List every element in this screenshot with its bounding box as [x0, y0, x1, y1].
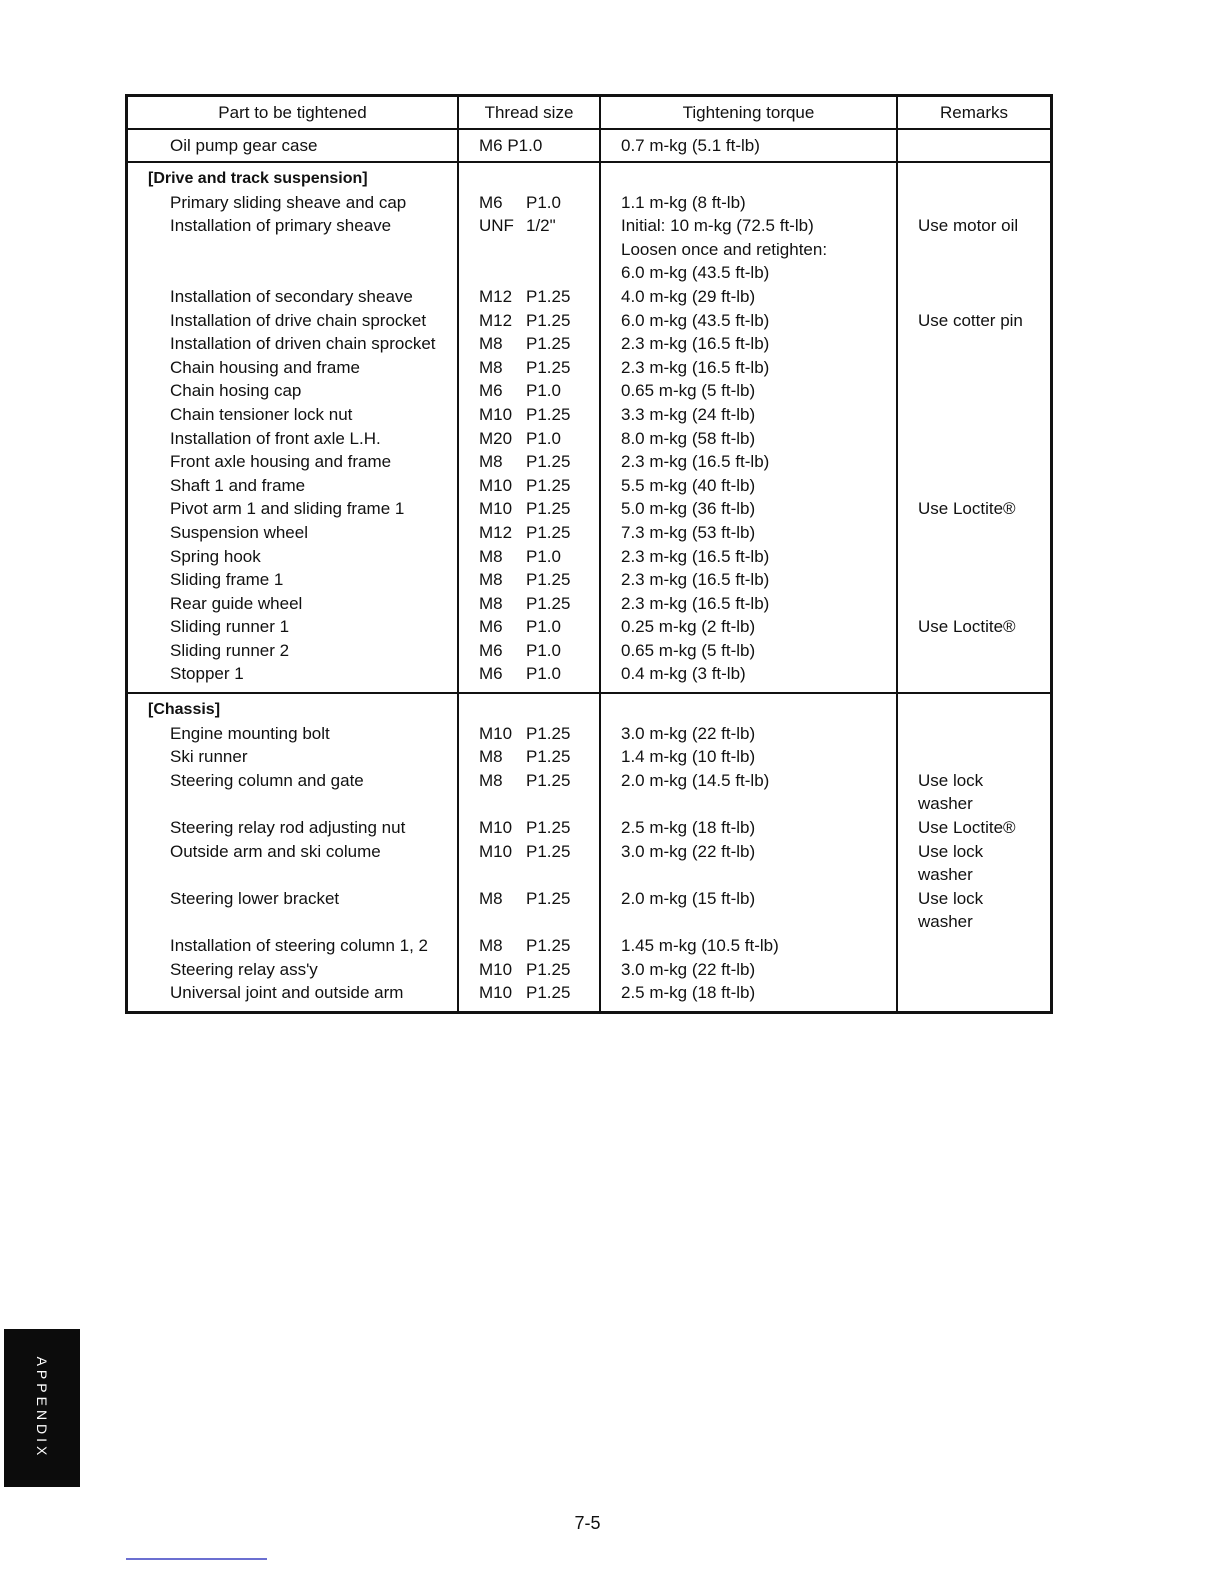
part-cell: Ski runner: [170, 747, 248, 767]
remarks-cell: [898, 332, 1050, 356]
thread-cell: [459, 450, 599, 474]
remarks-cell: [898, 285, 1050, 309]
part-cell: Rear guide wheel: [170, 593, 303, 613]
torque-cell: 1.1 m-kg (8 ft-lb): [621, 192, 746, 212]
thread-cell: [459, 745, 599, 769]
thread-pitch: P1.25: [526, 404, 571, 424]
thread-cell: [459, 840, 599, 864]
torque-cell: 5.5 m-kg (40 ft-lb): [621, 475, 756, 495]
thread-pitch: P1.0: [526, 381, 561, 401]
torque-cell: 4.0 m-kg (29 ft-lb): [621, 286, 756, 306]
thread-pitch: P1.25: [526, 593, 571, 613]
remarks-cell: [898, 191, 1050, 215]
thread-cell: [459, 981, 599, 1005]
part-cell: Sliding runner 2: [170, 640, 290, 660]
remarks-cell: [898, 261, 1050, 285]
thread-pitch: P1.0: [526, 640, 561, 660]
torque-cell: 0.65 m-kg (5 ft-lb): [621, 640, 756, 660]
part-cell: Suspension wheel: [170, 522, 308, 542]
drive-section: [128, 163, 1050, 694]
torque-cell: Loosen once and retighten:: [621, 239, 828, 259]
thread-cell: [459, 238, 599, 262]
part-cell: [128, 863, 457, 887]
torque-cell: [601, 863, 896, 887]
thread-column: [459, 694, 601, 1011]
remarks-cell: [898, 722, 1050, 746]
remarks-cell: washer: [918, 794, 973, 814]
remarks-cell: [898, 379, 1050, 403]
part-cell: Steering lower bracket: [170, 888, 340, 908]
thread-cell: [459, 816, 599, 840]
part-cell: Chain hosing cap: [170, 381, 302, 401]
thread-size: M10: [479, 723, 513, 743]
torque-cell: 3.0 m-kg (22 ft-lb): [621, 959, 756, 979]
torque-cell: 2.0 m-kg (15 ft-lb): [621, 888, 756, 908]
thread-pitch: P1.25: [526, 522, 571, 542]
part-cell: Installation of primary sheave: [170, 216, 392, 236]
remarks-cell: [898, 592, 1050, 616]
part-cell: Pivot arm 1 and sliding frame 1: [170, 499, 405, 519]
part-cell: Steering column and gate: [170, 770, 364, 790]
remarks-cell: [898, 545, 1050, 569]
part-cell: [128, 261, 457, 285]
thread-size: M8: [479, 546, 503, 566]
chassis-section: [128, 694, 1050, 1011]
torque-cell: [601, 792, 896, 816]
torque-cell: 6.0 m-kg (43.5 ft-lb): [621, 263, 770, 283]
thread-size: M6: [479, 640, 503, 660]
torque-column: [601, 694, 898, 1011]
part-cell: Engine mounting bolt: [170, 723, 330, 743]
torque-cell: 2.5 m-kg (18 ft-lb): [621, 818, 756, 838]
thread-cell: [459, 958, 599, 982]
thread-cell: [459, 592, 599, 616]
thread-size: M6: [479, 192, 503, 212]
thread-pitch: P1.25: [526, 499, 571, 519]
remarks-cell: Use Loctite®: [918, 818, 1016, 838]
thread-pitch: P1.25: [526, 357, 571, 377]
part-cell: [128, 910, 457, 934]
torque-cell: 2.3 m-kg (16.5 ft-lb): [621, 593, 770, 613]
remarks-cell: [898, 238, 1050, 262]
thread-size: M8: [479, 888, 503, 908]
section-title: [Drive and track suspension]: [148, 170, 368, 187]
remarks-cell: washer: [918, 912, 973, 932]
remarks-cell: Use cotter pin: [918, 310, 1023, 330]
thread-pitch: P1.25: [526, 888, 571, 908]
remarks-cell: [898, 130, 1050, 161]
thread-pitch: P1.25: [526, 983, 571, 1003]
remarks-column: [898, 163, 1050, 692]
part-cell: Spring hook: [170, 546, 261, 566]
thread-pitch: P1.25: [526, 570, 571, 590]
thread-cell: M6 P1.0: [459, 130, 601, 161]
torque-cell: 3.0 m-kg (22 ft-lb): [621, 841, 756, 861]
thread-cell: [459, 497, 599, 521]
part-cell: Oil pump gear case: [128, 130, 459, 161]
part-cell: [128, 238, 457, 262]
part-cell: Chain housing and frame: [170, 357, 360, 377]
remarks-cell: washer: [918, 865, 973, 885]
thread-pitch: P1.25: [526, 747, 571, 767]
thread-cell: [459, 427, 599, 451]
header-thread: Thread size: [459, 97, 601, 128]
thread-size: M20: [479, 428, 513, 448]
thread-cell: [459, 403, 599, 427]
torque-cell: 3.0 m-kg (22 ft-lb): [621, 723, 756, 743]
torque-cell: 0.25 m-kg (2 ft-lb): [621, 617, 756, 637]
thread-cell: [459, 521, 599, 545]
thread-size: M10: [479, 818, 513, 838]
remarks-cell: [898, 958, 1050, 982]
torque-cell: 5.0 m-kg (36 ft-lb): [621, 499, 756, 519]
page-number: 7-5: [574, 1513, 601, 1533]
thread-size: M10: [479, 841, 513, 861]
thread-size: M12: [479, 310, 513, 330]
thread-pitch: P1.0: [526, 664, 561, 684]
thread-cell: [459, 934, 599, 958]
thread-size: M6: [479, 381, 503, 401]
thread-pitch: P1.25: [526, 334, 571, 354]
torque-cell: 1.45 m-kg (10.5 ft-lb): [621, 936, 779, 955]
appendix-label: APPENDIX: [34, 1356, 50, 1460]
part-cell: Installation of steering column 1, 2: [170, 936, 428, 955]
thread-pitch: P1.0: [526, 617, 561, 637]
thread-size: M8: [479, 334, 503, 354]
part-cell: Steering relay rod adjusting nut: [170, 818, 406, 838]
thread-size: UNF: [479, 216, 514, 236]
thread-cell: [459, 887, 599, 911]
thread-cell: [459, 769, 599, 793]
thread-size: M10: [479, 983, 513, 1003]
part-cell: [128, 792, 457, 816]
thread-size: M8: [479, 747, 503, 767]
torque-column: [601, 163, 898, 692]
torque-cell: [601, 910, 896, 934]
thread-cell: [459, 214, 599, 238]
torque-cell: 0.4 m-kg (3 ft-lb): [621, 664, 746, 684]
remarks-cell: Use lock: [918, 770, 984, 790]
thread-cell: [459, 639, 599, 663]
torque-cell: 2.0 m-kg (14.5 ft-lb): [621, 770, 770, 790]
thread-size: M6: [479, 664, 503, 684]
thread-size: M10: [479, 404, 513, 424]
thread-pitch: P1.25: [526, 310, 571, 330]
torque-cell: Initial: 10 m-kg (72.5 ft-lb): [621, 216, 814, 236]
thread-cell: [459, 863, 599, 887]
thread-pitch: P1.25: [526, 959, 571, 979]
torque-cell: 0.65 m-kg (5 ft-lb): [621, 381, 756, 401]
remarks-cell: [898, 450, 1050, 474]
thread-size: M8: [479, 593, 503, 613]
remarks-cell: [898, 662, 1050, 686]
thread-size: M8: [479, 452, 503, 472]
thread-cell: [459, 261, 599, 285]
thread-cell: [459, 474, 599, 498]
thread-pitch: P1.25: [526, 936, 571, 955]
thread-size: M10: [479, 499, 513, 519]
header-torque: Tightening torque: [601, 97, 898, 128]
thread-pitch: P1.25: [526, 475, 571, 495]
thread-pitch: P1.25: [526, 723, 571, 743]
remarks-cell: [898, 639, 1050, 663]
remarks-cell: Use Loctite®: [918, 617, 1016, 637]
footer-rule: [126, 1558, 267, 1560]
torque-cell: 7.3 m-kg (53 ft-lb): [621, 522, 756, 542]
part-cell: Chain tensioner lock nut: [170, 404, 353, 424]
thread-pitch: P1.0: [526, 546, 561, 566]
thread-pitch: P1.25: [526, 818, 571, 838]
part-cell: Installation of driven chain sprocket: [170, 334, 436, 354]
part-column: [128, 163, 459, 692]
thread-cell: [459, 792, 599, 816]
table-row: [128, 130, 1050, 163]
table-header: [128, 97, 1050, 130]
part-cell: Outside arm and ski colume: [170, 841, 381, 861]
torque-cell: 3.3 m-kg (24 ft-lb): [621, 404, 756, 424]
thread-cell: [459, 191, 599, 215]
remarks-cell: [898, 521, 1050, 545]
thread-cell: [459, 722, 599, 746]
thread-cell: [459, 285, 599, 309]
remarks-cell: [898, 427, 1050, 451]
torque-cell: 2.3 m-kg (16.5 ft-lb): [621, 334, 770, 354]
torque-cell: 2.3 m-kg (16.5 ft-lb): [621, 452, 770, 472]
remarks-cell: Use lock: [918, 888, 984, 908]
thread-cell: [459, 910, 599, 934]
torque-cell: 6.0 m-kg (43.5 ft-lb): [621, 310, 770, 330]
torque-cell: 2.3 m-kg (16.5 ft-lb): [621, 570, 770, 590]
thread-pitch: P1.25: [526, 452, 571, 472]
remarks-column: [898, 694, 1050, 1011]
part-cell: Sliding frame 1: [170, 570, 284, 590]
part-column: [128, 694, 459, 1011]
torque-cell: 1.4 m-kg (10 ft-lb): [621, 747, 756, 767]
thread-size: M8: [479, 570, 503, 590]
part-cell: Universal joint and outside arm: [170, 983, 404, 1003]
thread-size: M8: [479, 770, 503, 790]
part-cell: Shaft 1 and frame: [170, 475, 306, 495]
thread-column: [459, 163, 601, 692]
thread-size: M12: [479, 286, 513, 306]
part-cell: Sliding runner 1: [170, 617, 290, 637]
thread-cell: [459, 309, 599, 333]
thread-cell: [459, 615, 599, 639]
header-part: Part to be tightened: [128, 97, 459, 128]
remarks-cell: [898, 934, 1050, 958]
section-title: [Chassis]: [148, 701, 221, 719]
thread-cell: [459, 332, 599, 356]
torque-cell: 2.5 m-kg (18 ft-lb): [621, 983, 756, 1003]
thread-cell: [459, 356, 599, 380]
thread-pitch: P1.0: [526, 428, 561, 448]
thread-pitch: P1.25: [526, 286, 571, 306]
remarks-cell: [898, 745, 1050, 769]
remarks-cell: [898, 474, 1050, 498]
remarks-cell: Use motor oil: [918, 216, 1019, 236]
thread-size: M8: [479, 357, 503, 377]
thread-size: M6: [479, 617, 503, 637]
thread-size: M8: [479, 936, 503, 955]
part-cell: Installation of secondary sheave: [170, 286, 413, 306]
torque-cell: 2.3 m-kg (16.5 ft-lb): [621, 546, 770, 566]
thread-cell: [459, 545, 599, 569]
thread-cell: [459, 568, 599, 592]
appendix-tab: [4, 1329, 80, 1487]
torque-cell: 0.7 m-kg (5.1 ft-lb): [601, 130, 898, 161]
remarks-cell: Use lock: [918, 841, 984, 861]
part-cell: Stopper 1: [170, 664, 244, 684]
part-cell: Installation of drive chain sprocket: [170, 310, 427, 330]
thread-size: M10: [479, 475, 513, 495]
part-cell: Front axle housing and frame: [170, 452, 392, 472]
remarks-cell: Use Loctite®: [918, 499, 1016, 519]
thread-cell: [459, 662, 599, 686]
remarks-cell: [898, 403, 1050, 427]
remarks-cell: [898, 981, 1050, 1005]
remarks-cell: [898, 568, 1050, 592]
torque-table: [125, 94, 1053, 1014]
thread-size: M10: [479, 959, 513, 979]
thread-pitch: P1.0: [526, 192, 561, 212]
torque-cell: 8.0 m-kg (58 ft-lb): [621, 428, 756, 448]
thread-cell: [459, 379, 599, 403]
part-cell: Installation of front axle L.H.: [170, 428, 381, 448]
thread-pitch: 1/2": [526, 216, 556, 236]
header-remarks: Remarks: [939, 102, 1008, 122]
torque-cell: 2.3 m-kg (16.5 ft-lb): [621, 357, 770, 377]
thread-pitch: P1.25: [526, 770, 571, 790]
part-cell: Primary sliding sheave and cap: [170, 192, 407, 212]
thread-size: M12: [479, 522, 513, 542]
remarks-cell: [898, 356, 1050, 380]
thread-pitch: P1.25: [526, 841, 571, 861]
part-cell: Steering relay ass'y: [170, 959, 318, 979]
